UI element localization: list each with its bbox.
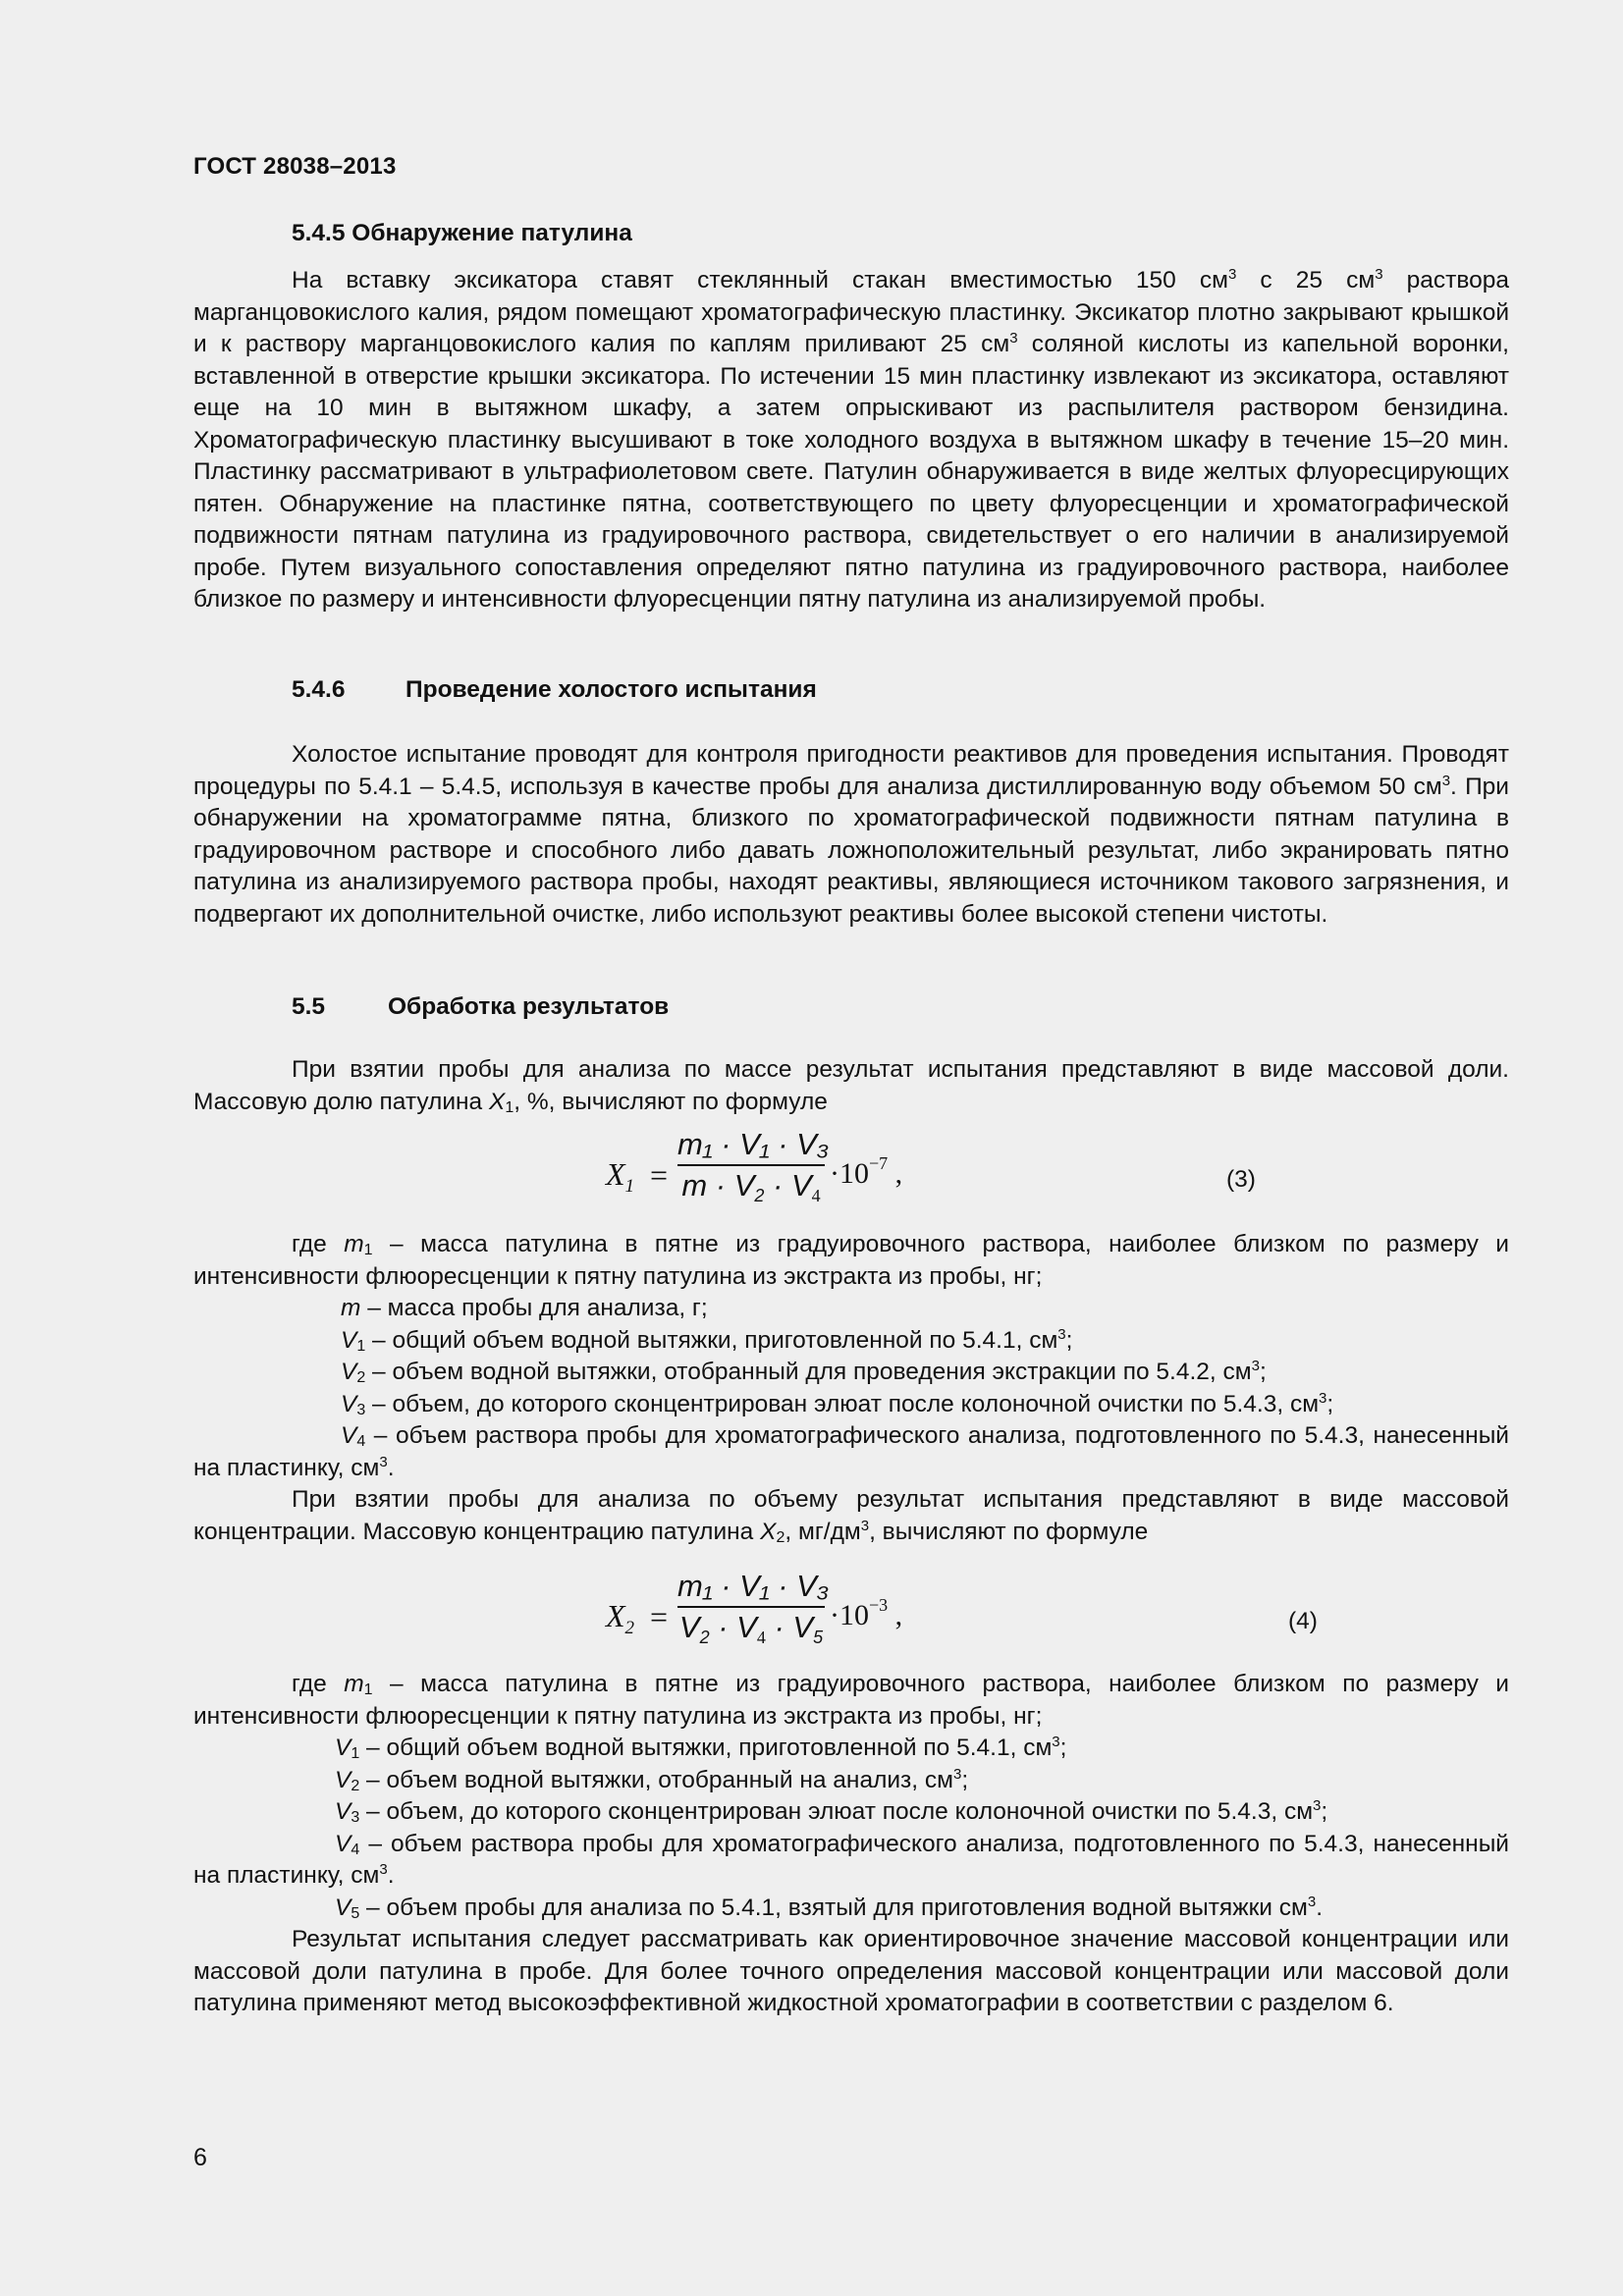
formula-3: $X_1$ = m₁ · V₁ · V₃ $m \cdot V_2 \cdot V_4$ $\cdot 10^{-7}$ , (3) bbox=[606, 1127, 1256, 1205]
section-heading-5-4-6: 5.4.6 Проведение холостого испытания bbox=[292, 676, 817, 703]
formula-4-denominator: $V_2 \cdot V_4 \cdot V_5$ bbox=[678, 1609, 824, 1647]
document-header: ГОСТ 28038–2013 bbox=[193, 153, 397, 180]
formula-4: $X_2$ = m₁ · V₁ · V₃ $V_2 \cdot V_4 \cdot V_5$ $\cdot 10^{-3}$ , (4) bbox=[606, 1569, 1318, 1647]
section-heading-5-5: 5.5 Обработка результатов bbox=[292, 993, 670, 1020]
formula-3-lhs: $X_1$ bbox=[606, 1156, 635, 1197]
page-number: 6 bbox=[193, 2144, 207, 2171]
equation-number-4: (4) bbox=[1288, 1608, 1318, 1634]
paragraph-5-5-intro: При взятии пробы для анализа по массе результат испытания представляют в виде массовой доли. Массовую долю патулина $X_1$, %, вычисляют по формуле bbox=[193, 1056, 1509, 1116]
paragraph-final: Результат испытания следует рассматривать как ориентировочное значение массовой концентрации или массовой доли патулина в пробе. Для более точного определения массовой концентрации или массовой доли патулина применяют метод высокоэффективной жидкостной хроматографии в соответствии с разделом 6. bbox=[193, 1926, 1509, 2016]
section-heading-5-4-5: 5.4.5 Обнаружение патулина bbox=[292, 220, 632, 246]
formula-4-legend: где $m_1$ – масса патулина в пятне из градуировочного раствора, наиболее близком по размеру и интенсивности флюоресценции к пятну патулина из экстракта из пробы, нг; $V_1$ – общий объем водной вытяжки, приготовленной по 5.4.1, $см^3$; $V_2$ – объем водной вытяжки, отобранный на анализ, $см^3$; $V_3$ – объем, до которого сконцентрирован элюат после колоночной очистки по 5.4.3, $см^3$; $V_4$ – объем раствора пробы для хроматографического анализа, подготовленного по 5.4.3, нанесенный на пластинку, $см^3$. $V_5$ – объем пробы для анализа по 5.4.1, взятый для приготовления водной вытяжки $см^3$. Результат испытания следует рассматривать как ориентировочное значение массовой концентрации или массовой доли патулина в пробе. Для более точного определения массовой концентрации или массовой доли патулина применяют метод высокоэффективной жидкостной хроматографии в соответствии с разделом 6. bbox=[193, 1669, 1509, 2020]
formula-4-numerator: m₁ · V₁ · V₃ bbox=[677, 1569, 830, 1603]
equation-number-3: (3) bbox=[1226, 1166, 1256, 1193]
formula-4-lhs: $X_2$ bbox=[606, 1598, 635, 1638]
paragraph-5-4-6: Холостое испытание проводят для контроля пригодности реактивов для проведения испытания. Проводят процедуры по 5.4.1 – 5.4.5, используя в качестве пробы для анализа дистиллированную воду объемом 50 $см^3$. При обнаружении на хроматограмме пятна, близкого по хроматографической подвижности пятнам патулина в градуировочном растворе и способного либо давать ложноположительный результат, либо экранировать пятно патулина из анализируемого раствора пробы, находят реактивы, являющиеся источником такового загрязнения, и подвергают их дополнительной очистке, либо используют реактивы более высокой степени чистоты. bbox=[193, 741, 1509, 928]
formula-3-power: $\cdot 10^{-7}$ , bbox=[830, 1153, 903, 1190]
paragraph-5-4-5: На вставку эксикатора ставят стеклянный стакан вместимостью 150 $см^3$ с 25 $см^3$ раствора марганцовокислого калия, рядом помещают хроматографическую пластинку. Эксикатор плотно закрывают крышкой и к раствору марганцовокислого калия по каплям приливают 25 $см^3$ соляной кислоты из капельной воронки, вставленной в отверстие крышки эксикатора. По истечении 15 мин пластинку извлекают из эксикатора, оставляют еще на 10 мин в вытяжном шкафу, а затем опрыскивают из распылителя раствором бензидина. Хроматографическую пластинку высушивают в токе холодного воздуха в вытяжном шкафу в течение 15–20 мин. Пластинку рассматривают в ультрафиолетовом свете. Патулин обнаруживается в виде желтых флуоресцирующих пятен. Обнаружение на пластинке пятна, соответствующего по цвету флуоресценции и хроматографической подвижности пятнам патулина из градуировочного раствора, свидетельствует о его наличии в анализируемой пробе. Путем визуального сопоставления определяют пятно патулина из градуировочного раствора, наиболее близкое по размеру и интенсивности флуоресценции пятну патулина из анализируемой пробы. bbox=[193, 266, 1509, 613]
formula-4-power: $\cdot 10^{-3}$ , bbox=[830, 1595, 903, 1631]
formula-4-fraction bbox=[677, 1569, 830, 1647]
formula-3-numerator: m₁ · V₁ · V₃ bbox=[677, 1127, 830, 1161]
formula-3-denominator: $m \cdot V_2 \cdot V_4$ bbox=[681, 1167, 821, 1205]
fraction-bar bbox=[677, 1606, 825, 1608]
fraction-bar bbox=[677, 1164, 825, 1166]
formula-3-fraction bbox=[677, 1127, 830, 1205]
formula-3-legend: где $m_1$ – масса патулина в пятне из градуировочного раствора, наиболее близком по размеру и интенсивности флюоресценции к пятну патулина из экстракта из пробы, нг; m – масса пробы для анализа, г; $V_1$ – общий объем водной вытяжки, приготовленной по 5.4.1, $см^3$; $V_2$ – объем водной вытяжки, отобранный для проведения экстракции по 5.4.2, $см^3$; $V_3$ – объем, до которого сконцентрирован элюат после колоночной очистки по 5.4.3, $см^3$; $V_4$ – объем раствора пробы для хроматографического анализа, подготовленного по 5.4.3, нанесенный на пластинку, $см^3$. При взятии пробы для анализа по объему результат испытания представляют в виде массовой концентрации. Массовую концентрацию патулина $X_2$, $мг/дм^3$, вычисляют по формуле bbox=[193, 1231, 1509, 1546]
